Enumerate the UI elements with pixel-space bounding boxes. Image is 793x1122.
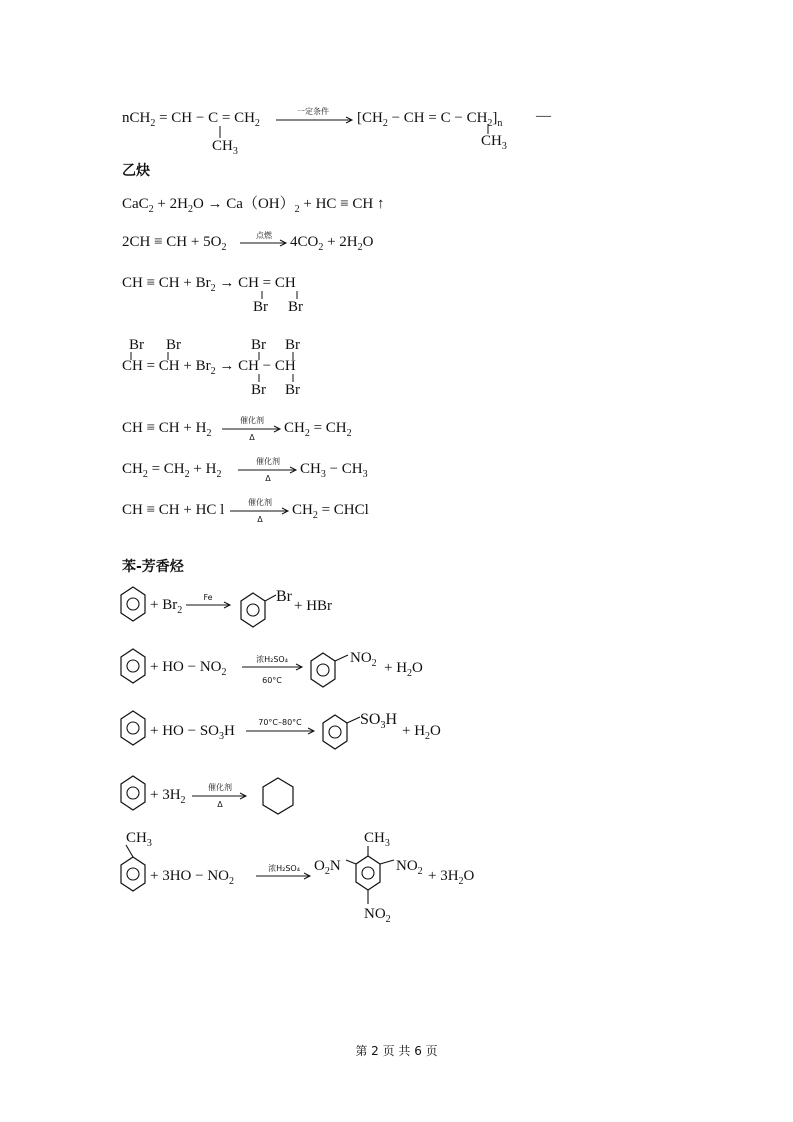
benzene-ring-icon — [120, 648, 146, 684]
eq-polymer-product: [$CH_2$ − CH = $C - CH_2]_n$ — [357, 110, 503, 129]
section-heading-benzene: 苯-芳香烃 — [122, 559, 184, 575]
cyclohexane-icon — [262, 777, 296, 815]
bromine-substituent: Br — [276, 588, 292, 605]
eq-carbide: $CaC_2 + 2H_2O \to Ca(OH)_2$ + HC ≡ CH ↑ — [122, 196, 385, 215]
eq-combustion-product: $4CO_2 + 2H_2O$ — [290, 234, 374, 253]
eq-bromine-addition-2: CH = CH + $Br_2$ → CH − CH — [122, 358, 296, 377]
eq-combustion: 2CH ≡ CH + $5O_2$ — [122, 234, 227, 253]
tnt-methyl-substituent: $CH_3$ — [364, 830, 390, 849]
section-heading-acetylene: 乙炔 — [122, 163, 150, 179]
bromine-label: Br — [251, 382, 266, 398]
eq-polymerization: nCH$_2$ = CH − $C = CH_2$ — [122, 110, 260, 129]
catalyst-label: 催化剂 — [248, 498, 272, 507]
tnt-nitro-bottom: $NO_2$ — [364, 906, 391, 925]
dash: — — [536, 108, 551, 124]
eq-nitration-byproduct: + $H_2O$ — [384, 660, 423, 679]
catalyst-label: 催化剂 — [240, 416, 264, 425]
nitro-substituent: $NO_2$ — [350, 650, 377, 669]
tnt-nitro-left: $O_2N$ — [314, 858, 341, 877]
heat-label: Δ — [217, 800, 223, 809]
eq-hydrogenation-ethylene: $CH_2 = CH_2 + H_2$ — [122, 461, 222, 480]
eq-hydrogenation-acetylene: CH ≡ CH + $H_2$ — [122, 420, 212, 439]
eq-hydrogenation-ethylene-product: $CH_3 - CH_3$ — [300, 461, 368, 480]
bromobenzene-icon — [240, 590, 280, 630]
nitrobenzene-icon — [310, 650, 354, 690]
heat-label: Δ — [249, 433, 255, 442]
toluene-icon — [120, 845, 146, 893]
bromine-label: Br — [253, 299, 268, 315]
eq-nitration-reagent: + HO − $NO_2$ — [150, 659, 227, 678]
benzene-ring-icon — [120, 775, 146, 811]
arrow-condition: 点燃 — [256, 231, 272, 240]
page-footer: 第 2 页 共 6 页 — [355, 1044, 438, 1058]
temperature-label: 70°C–80°C — [258, 718, 302, 727]
bromine-label: Br — [288, 299, 303, 315]
heat-label: Δ — [265, 474, 271, 483]
bromine-label: Br — [285, 337, 300, 353]
bromine-label: Br — [251, 337, 266, 353]
catalyst-label: 浓H₂SO₄ — [268, 864, 300, 873]
benzene-ring-icon — [120, 586, 146, 622]
heat-label: Δ — [257, 515, 263, 524]
eq-tnt-byproduct: + $3H_2O$ — [428, 868, 475, 887]
sulfonic-substituent: $SO_3H$ — [360, 711, 398, 731]
eq-benzene-hydrogenation-reagent: + $3H_2$ — [150, 787, 186, 806]
bromine-label: Br — [285, 382, 300, 398]
eq-hydrogenation-acetylene-product: $CH_2 = CH_2$ — [284, 420, 352, 439]
arrow-condition: 一定条件 — [297, 107, 329, 116]
catalyst-label: 催化剂 — [256, 457, 280, 466]
methyl-left: $CH_3$ — [212, 138, 238, 157]
eq-sulfonation-byproduct: + $H_2O$ — [402, 723, 441, 742]
trinitrotoluene-icon — [338, 846, 398, 908]
benzene-ring-icon — [120, 710, 146, 746]
bond-line — [219, 126, 221, 138]
catalyst-label: 催化剂 — [208, 783, 232, 792]
catalyst-label: Fe — [203, 593, 213, 602]
eq-sulfonation-reagent: + HO − $SO_3H$ — [150, 723, 235, 742]
bromine-label: Br — [129, 337, 144, 353]
eq-tnt-reagent: + $3HO - NO_2$ — [150, 868, 234, 887]
methyl-substituent: $CH_3$ — [126, 830, 152, 849]
eq-bromine-addition-1: CH ≡ CH + $Br_2$ → CH = CH — [122, 275, 296, 294]
temperature-label: 60°C — [262, 676, 282, 685]
eq-hydrochlorination: CH ≡ CH + HC l — [122, 502, 225, 518]
tnt-nitro-right: $NO_2$ — [396, 858, 423, 877]
eq-hydrochlorination-product: $CH_2$ = CHCl — [292, 502, 369, 521]
methyl-right: $CH_3$ — [481, 133, 507, 152]
bromine-label: Br — [166, 337, 181, 353]
catalyst-label: 浓H₂SO₄ — [256, 655, 288, 664]
eq-bromination-reagent: + $Br_2$ — [150, 597, 183, 616]
eq-bromination-byproduct: + HBr — [294, 598, 333, 614]
